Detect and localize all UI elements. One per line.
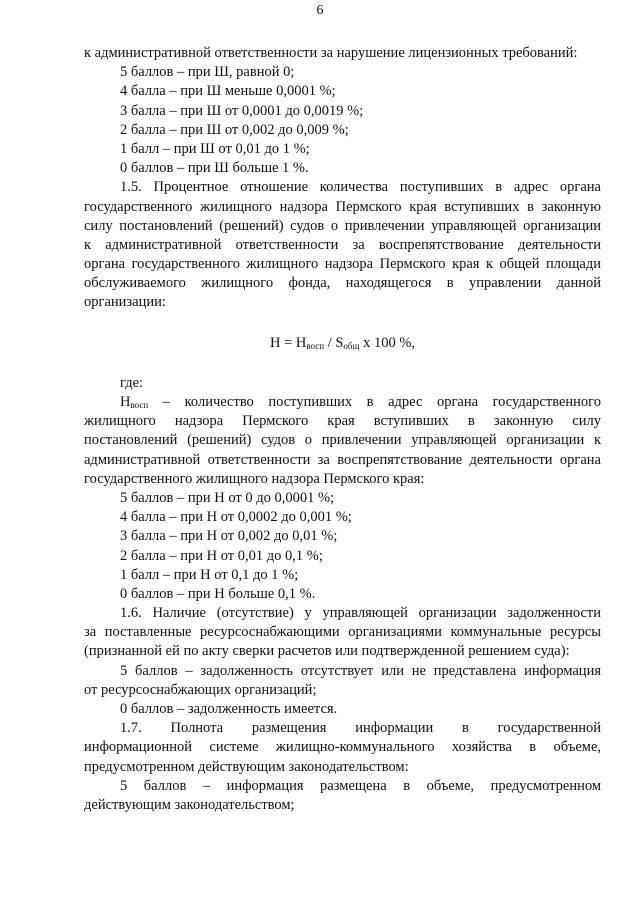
definition-lines [84,412,601,470]
text-line: 2 балла – при Ш от 0,002 до 0,009 %; [120,121,349,138]
formula-subscript-1: восп [306,340,325,351]
text-line: (признанной ей по акту сверки расчетов или подтвержденной решением суда): [84,643,570,660]
text-line: 0 баллов – при Ш больше 1 %. [120,160,309,177]
formula-mid: / S [324,334,344,351]
paragraph-block-2 [84,489,601,815]
text-line: 3 балла – при Ш от 0,0001 до 0,0019 %; [120,102,364,119]
text-line: силу постановлений (решений) судов о привлечении управляющей организации [84,217,601,234]
text-line: государственного жилищного надзора Пермского края вступивших в законную [84,198,601,215]
definition-line: жилищного надзора Пермского края вступивших в законную силу [84,413,601,430]
text-line: 0 баллов – задолженность имеется. [120,701,338,717]
definition-line: административной ответственности за воспрепятствование деятельности органа [84,451,601,468]
definition-symbol: H [120,394,131,410]
text-line: 1 балл – при Ш от 0,01 до 1 %; [120,140,310,157]
text-line: 1.7. Полнота размещения информации в государственной [120,720,601,737]
text-line: 5 баллов – при Н от 0 до 0,0001 %; [120,489,335,506]
page-number: 6 [316,3,324,18]
text-line: действующим законодательством; [84,796,295,813]
text-line: 4 балла – при Н от 0,0002 до 0,001 %; [120,509,352,526]
formula [84,334,601,353]
text-line: организации: [84,294,166,311]
text-line: органа государственного жилищного надзора Пермского края к общей площади [84,256,601,273]
text-line: обслуживаемого жилищного фонда, находящегося в управлении данной [84,275,601,292]
text-line: 5 баллов – задолженность отсутствует или не представлена информация [120,662,601,679]
formula-lhs: H = H [269,334,307,351]
where-label: где: [120,374,144,391]
text-line: 2 балла – при Н от 0,01 до 0,1 %; [120,547,323,564]
text-line: за поставленные ресурсоснабжающими организациями коммунальные ресурсы [84,624,601,641]
formula-subscript-2: общ [343,340,360,351]
text-line: 3 балла – при Н от 0,002 до 0,01 %; [120,528,338,545]
definition-first-line [84,393,601,412]
document-body [84,44,601,815]
text-line: предусмотренном действующим законодательством: [84,758,409,775]
text-line: 1.6. Наличие (отсутствие) у управляющей организации задолженности [120,605,601,622]
text-line: 1 балл – при Н от 0,1 до 1 %; [120,566,299,583]
definition-line: постановлений (решений) судов о привлечении управляющей организации к [84,432,601,449]
text-line: 1.5. Процентное отношение количества поступивших в адрес органа [120,179,601,196]
text-line: к административной ответственности за нарушение лицензионных требований: [84,45,578,61]
text-line: к административной ответственности за воспрепятствование деятельности [84,236,601,253]
text-line: 4 балла – при Ш меньше 0,0001 %; [120,83,336,100]
text-line: информационной системе жилищно-коммунального хозяйства в объеме, [84,739,601,756]
paragraph-block-1 [84,44,601,313]
text-line: от ресурсоснабжающих организаций; [84,681,317,698]
formula-rhs: х 100 %, [359,334,416,351]
text-line: 0 баллов – при Н больше 0,1 %. [120,585,316,602]
definition-text: – количество поступивших в адрес органа государственного [148,394,601,410]
definition-symbol-subscript: восп [130,400,149,410]
text-line: 5 баллов – информация размещена в объеме, предусмотренном [120,777,601,794]
definition-last-line: государственного жилищного надзора Пермского края: [84,470,425,487]
text-line: 5 баллов – при Ш, равной 0; [120,64,295,81]
